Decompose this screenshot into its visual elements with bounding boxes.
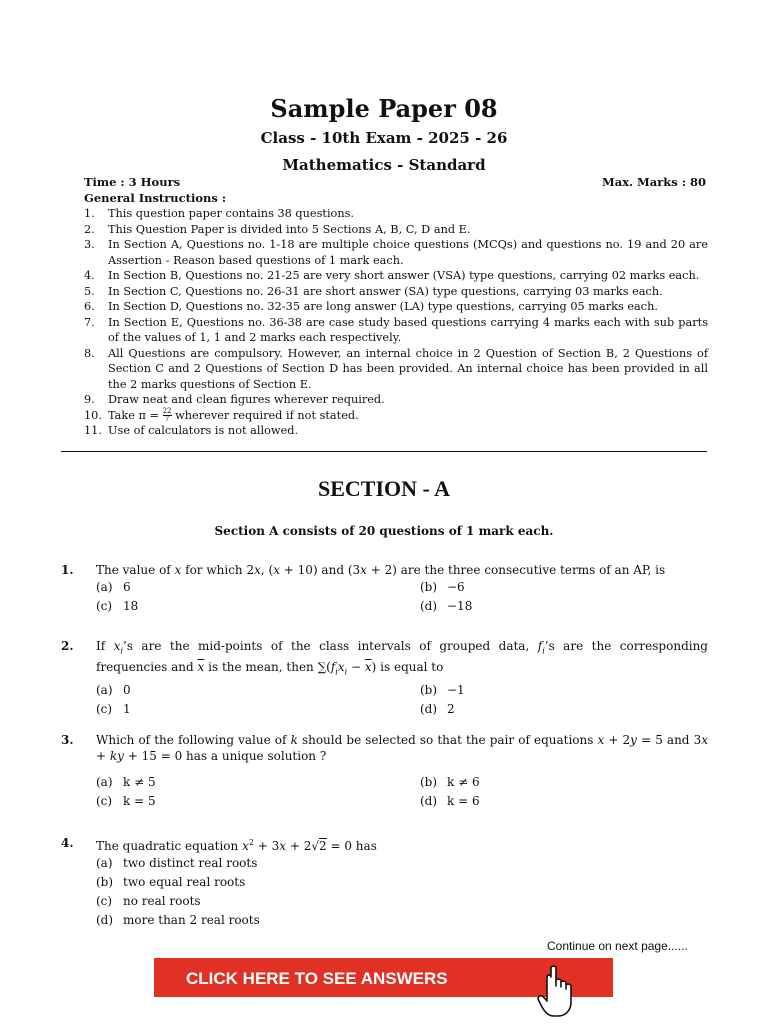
instruction-number: 2. — [84, 222, 95, 236]
option-text: −1 — [447, 682, 465, 697]
option-c[interactable] — [96, 700, 420, 719]
option-d[interactable] — [420, 792, 708, 811]
option-b[interactable] — [96, 873, 708, 892]
see-answers-label: CLICK HERE TO SEE ANSWERS — [186, 969, 448, 988]
option-text: two distinct real roots — [123, 856, 258, 870]
option-b[interactable] — [420, 681, 708, 700]
option-label: (d) — [420, 599, 438, 613]
option-d[interactable] — [420, 700, 708, 719]
options — [96, 854, 708, 930]
option-c[interactable] — [96, 597, 420, 616]
option-b[interactable] — [420, 773, 708, 792]
option-label: (c) — [96, 701, 113, 716]
option-text: 0 — [123, 682, 131, 697]
option-label: (c) — [96, 794, 113, 808]
question-number: 3. — [61, 733, 74, 747]
option-label: (b) — [420, 580, 438, 594]
option-a[interactable] — [96, 854, 708, 873]
question-3 — [61, 732, 708, 811]
option-label: (d) — [96, 913, 114, 927]
pi-fraction — [163, 408, 172, 423]
instruction-text: In Section E, Questions no. 36-38 are case study based questions carrying 4 marks each with sub parts of the values of 1, 1 and 2 marks each respectively. — [108, 315, 708, 344]
option-d[interactable] — [420, 597, 708, 616]
option-a[interactable] — [96, 681, 420, 700]
section-note: Section A consists of 20 questions of 1 mark each. — [214, 524, 554, 538]
instruction-text: In Section D, Questions no. 32-35 are long answer (LA) type questions, carrying 05 marks each. — [108, 300, 658, 313]
instruction-number: 3. — [84, 238, 95, 251]
option-text: two equal real roots — [123, 875, 246, 889]
general-instructions-heading: General Instructions : — [84, 191, 227, 205]
instruction-item — [84, 408, 708, 424]
instruction-item — [84, 423, 708, 439]
continue-note: Continue on next page...... — [547, 939, 688, 953]
option-text: 6 — [123, 580, 131, 594]
instruction-text: Draw neat and clean figures wherever required. — [108, 393, 385, 406]
option-label: (a) — [96, 775, 113, 789]
options — [96, 578, 708, 616]
instruction-text: Use of calculators is not allowed. — [108, 424, 299, 437]
class-exam-subtitle: Class - 10th Exam - 2025 - 26 — [260, 129, 508, 147]
instruction-text: This question paper contains 38 questions. — [108, 207, 355, 220]
question-2 — [61, 638, 708, 719]
fraction-numerator: 22 — [162, 407, 172, 415]
option-label: (b) — [420, 682, 438, 697]
instruction-item — [84, 315, 708, 346]
time-allowed: Time : 3 Hours — [84, 175, 181, 189]
option-a[interactable] — [96, 578, 420, 597]
instruction-item — [84, 206, 708, 222]
instruction-item — [84, 346, 708, 393]
paper-title: Sample Paper 08 — [270, 94, 498, 123]
options — [96, 773, 708, 811]
option-c[interactable] — [96, 792, 420, 811]
option-text: −18 — [447, 599, 473, 613]
instruction-number: 5. — [84, 284, 95, 298]
option-label: (b) — [96, 875, 114, 889]
question-number: 4. — [61, 836, 74, 850]
option-d[interactable] — [96, 911, 708, 930]
question-1 — [61, 562, 708, 616]
instruction-item — [84, 237, 708, 268]
option-text: k ≠ 6 — [447, 775, 480, 789]
instruction-number: 11. — [84, 424, 102, 437]
instruction-number: 9. — [84, 393, 95, 406]
instruction-item — [84, 268, 708, 284]
instruction-number: 6. — [84, 300, 95, 313]
option-label: (a) — [96, 856, 113, 870]
instruction-item — [84, 284, 708, 300]
instruction-text: In Section A, Questions no. 1-18 are multiple choice questions (MCQs) and questions no. 19 and 20 are Assertion - Reason based questions of 1 mark each. — [108, 238, 708, 267]
question-number: 1. — [61, 563, 74, 577]
instruction-item — [84, 222, 708, 238]
option-c[interactable] — [96, 892, 708, 911]
option-text: more than 2 real roots — [123, 913, 260, 927]
instruction-item — [84, 392, 708, 408]
question-4 — [61, 835, 708, 930]
option-label: (d) — [420, 701, 438, 716]
instruction-number: 7. — [84, 315, 95, 329]
instruction-text: In Section C, Questions no. 26-31 are short answer (SA) type questions, carrying 03 marks each. — [108, 284, 663, 298]
question-text: The quadratic equation $x^2 + 3x + 2√2 = 0$ has — [96, 838, 377, 853]
instruction-text-post: wherever required if not stated. — [171, 408, 359, 422]
option-text: −6 — [447, 580, 465, 594]
option-label: (b) — [420, 775, 438, 789]
section-divider — [61, 451, 707, 452]
section-title: SECTION - A — [317, 476, 451, 501]
pointing-hand-icon — [537, 964, 581, 1020]
option-label: (c) — [96, 894, 113, 908]
instruction-text: All Questions are compulsory. However, an internal choice in 2 Question of Section B, 2 Questions of Section C and 2 Questions of Section D has been provided. An internal choice has been provided in all the 2 marks questions of Section E. — [108, 346, 708, 391]
question-text: Which of the following value of k should be selected so that the pair of equations x + 2y = 5 and 3x + ky + 15 = 0 has a unique solution ? — [96, 733, 708, 763]
instruction-number: 8. — [84, 346, 95, 360]
instruction-text — [108, 408, 708, 424]
option-text: k ≠ 5 — [123, 775, 156, 789]
subject-subtitle: Mathematics - Standard — [282, 156, 486, 174]
instruction-text-pre: Take π = — [108, 408, 163, 422]
instruction-text: In Section B, Questions no. 21-25 are very short answer (VSA) type questions, carrying 02 marks each. — [108, 269, 700, 282]
instruction-text: This Question Paper is divided into 5 Sections A, B, C, D and E. — [108, 222, 471, 236]
option-label: (a) — [96, 580, 113, 594]
option-text: k = 6 — [447, 794, 480, 808]
instruction-number: 4. — [84, 269, 95, 282]
option-text: 18 — [123, 599, 139, 613]
option-text: no real roots — [123, 894, 201, 908]
instruction-number: 1. — [84, 207, 95, 220]
option-text: k = 5 — [123, 794, 156, 808]
option-a[interactable] — [96, 773, 420, 792]
max-marks: Max. Marks : 80 — [602, 175, 706, 189]
instruction-number: 10. — [84, 408, 102, 422]
option-text: 1 — [123, 701, 131, 716]
question-text: The value of x for which 2x, (x + 10) and (3x + 2) are the three consecutive terms of an AP, is — [96, 563, 666, 577]
options — [96, 681, 708, 719]
question-number: 2. — [61, 639, 74, 653]
option-label: (a) — [96, 682, 113, 697]
question-text: If $x_i’s$ are the mid-points of the class intervals of grouped data, $f_i’s$ are the corresponding frequencies and $\overline{x}$ is the mean, then $\sum(f_ix_i - \overline{x})$ is equal to — [96, 639, 708, 677]
instruction-item — [84, 299, 708, 315]
option-label: (d) — [420, 794, 438, 808]
option-label: (c) — [96, 599, 113, 613]
option-text: 2 — [447, 701, 455, 716]
option-b[interactable] — [420, 578, 708, 597]
fraction-denominator: 7 — [164, 415, 170, 423]
instructions-list — [84, 206, 708, 439]
